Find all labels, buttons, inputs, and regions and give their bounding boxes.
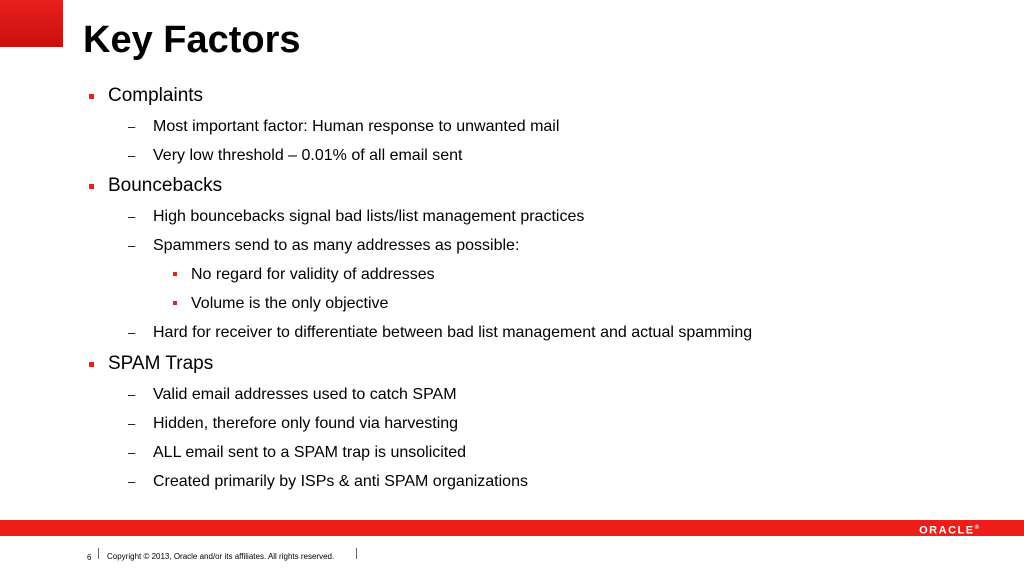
bullet-complaints: Complaints [108, 85, 204, 106]
bullet-square-icon [89, 94, 94, 99]
subbullet: Spammers send to as many addresses as possible: [153, 237, 520, 254]
subbullet: ALL email sent to a SPAM trap is unsolicited [153, 444, 467, 461]
subbullet: Valid email addresses used to catch SPAM [153, 386, 457, 403]
dash-icon: – [128, 148, 136, 163]
slide-title: Key Factors [83, 19, 301, 61]
page-number: 6 [87, 553, 92, 562]
dash-icon: – [128, 387, 136, 402]
subbullet: High bouncebacks signal bad lists/list management practices [153, 208, 585, 225]
dash-icon: – [128, 445, 136, 460]
bullet-bouncebacks: Bouncebacks [108, 175, 223, 196]
oracle-logo [919, 521, 979, 538]
subbullet: Hard for receiver to differentiate between bad list management and actual spamming [153, 324, 753, 341]
registered-mark: ® [974, 525, 979, 531]
dash-icon: – [128, 238, 136, 253]
bullet-square-icon [89, 184, 94, 189]
footer-accent-bar [0, 520, 1024, 536]
subsubbullet: Volume is the only objective [191, 295, 389, 312]
dash-icon: – [128, 325, 136, 340]
dash-icon: – [128, 119, 136, 134]
subbullet: Very low threshold – 0.01% of all email sent [153, 147, 463, 164]
bullet-square-icon [173, 301, 177, 305]
dash-icon: – [128, 209, 136, 224]
bullet-square-icon [173, 272, 177, 276]
bullet-square-icon [89, 362, 94, 367]
dash-icon: – [128, 416, 136, 431]
footer-divider [356, 548, 357, 559]
oracle-logo-text: ORACLE [919, 524, 975, 537]
corner-accent-block [0, 0, 63, 47]
dash-icon: – [128, 474, 136, 489]
copyright-text: Copyright © 2013, Oracle and/or its affiliates. All rights reserved. [107, 552, 335, 561]
subbullet: Most important factor: Human response to unwanted mail [153, 118, 560, 135]
subsubbullet: No regard for validity of addresses [191, 266, 435, 283]
subbullet: Hidden, therefore only found via harvesting [153, 415, 459, 432]
footer-divider [98, 548, 99, 559]
bullet-spam-traps: SPAM Traps [108, 353, 214, 374]
subbullet: Created primarily by ISPs & anti SPAM organizations [153, 473, 528, 490]
